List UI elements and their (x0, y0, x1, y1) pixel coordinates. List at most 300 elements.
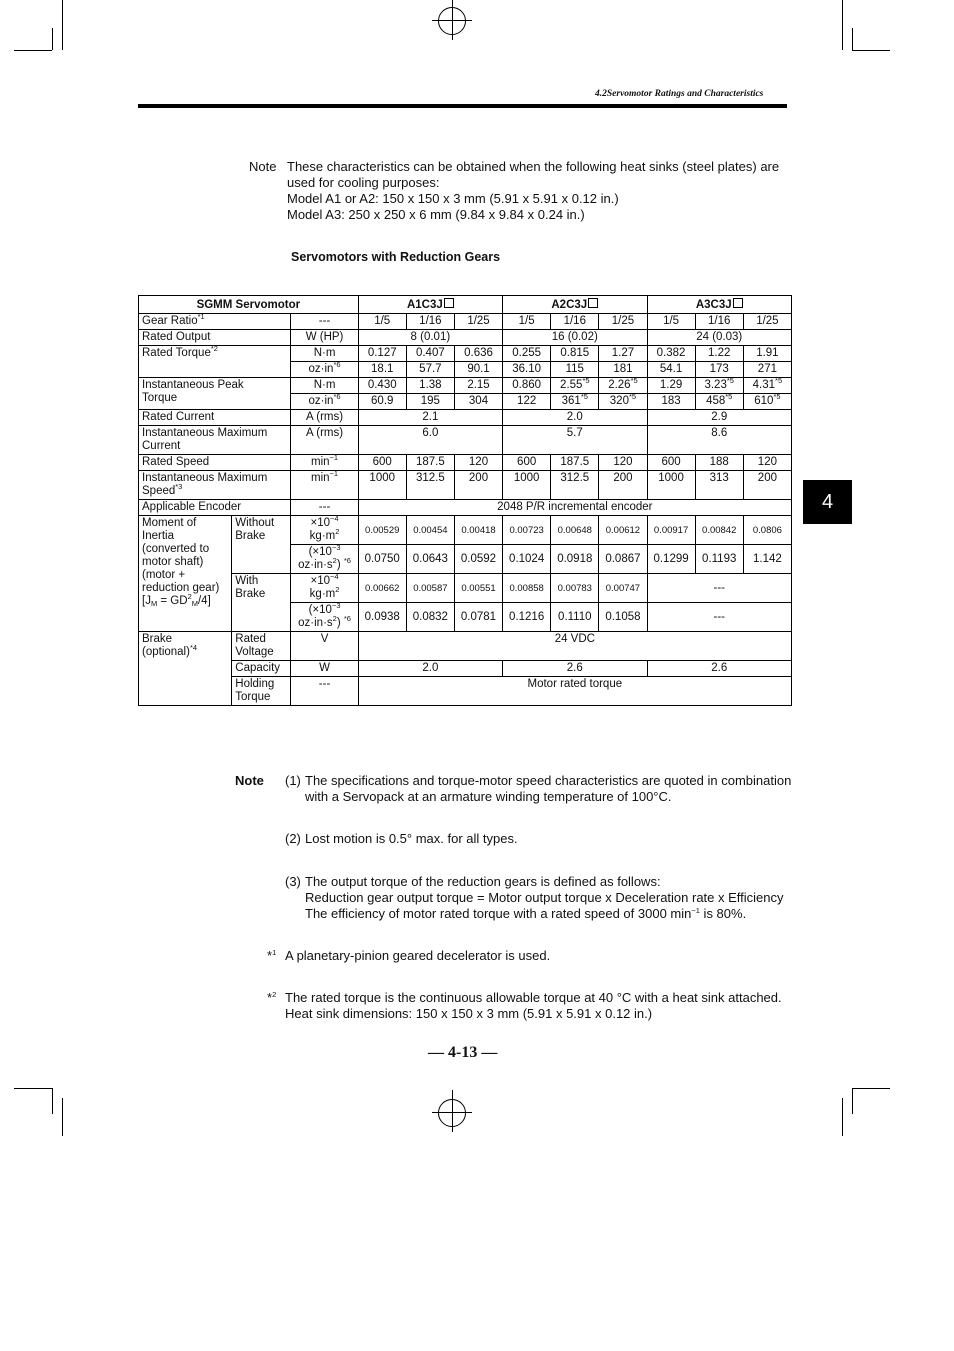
registration-mark (452, 1090, 453, 1132)
sub-label (232, 632, 291, 661)
value-cell: 1000 (647, 471, 695, 500)
value-cell (599, 394, 647, 410)
label-text: Instantaneous Peak (142, 379, 244, 391)
value-cell: 600 (503, 455, 551, 471)
sub-label (232, 574, 291, 632)
value-cell: 0.00858 (503, 574, 551, 603)
label-text: Rated Torque (142, 347, 211, 359)
unit-exponent: 2 (332, 614, 337, 623)
label-text: With (235, 575, 259, 587)
intro-note-line: These characteristics can be obtained when the following heat sinks (steel plates) are (287, 159, 780, 174)
note-text (305, 874, 795, 922)
note-text-part: is 80%. (699, 906, 747, 921)
table-row (139, 500, 792, 516)
unit-text: (×10 (308, 604, 332, 616)
unit-text: oz·in (308, 395, 334, 407)
row-label: Rated Speed (139, 455, 291, 471)
value-cell: 200 (454, 471, 502, 500)
intro-note-line: Model A3: 250 x 250 x 6 mm (9.84 x 9.84 x 0.24 in.) (287, 207, 585, 222)
crop-mark (14, 50, 52, 51)
value-cell: 312.5 (406, 471, 454, 500)
table-row (139, 574, 792, 603)
value-cell: 2.6 (503, 661, 647, 677)
unit-cell: W (291, 661, 358, 677)
footnote-ref: *6 (343, 614, 351, 623)
footnote-ref: *5 (726, 376, 734, 385)
unit-text: oz·in·s (298, 559, 333, 571)
sub-label (232, 516, 291, 574)
notes-label: Note (235, 773, 264, 788)
value-cell: 0.00454 (406, 516, 454, 545)
value-cell (454, 378, 502, 394)
unit-exponent: 2 (335, 585, 340, 594)
table-row (139, 471, 792, 500)
value-cell (695, 378, 743, 394)
unit-cell (291, 516, 358, 545)
footnote-ref: *1 (197, 312, 205, 321)
label-text: Torque (235, 691, 271, 703)
formula-subscript: M (191, 599, 198, 608)
value-cell: 120 (599, 455, 647, 471)
value-cell: 120 (454, 455, 502, 471)
model-header (503, 296, 647, 314)
value-text: 1.29 (659, 379, 683, 391)
value-cell: 0.00723 (503, 516, 551, 545)
unit-cell: --- (291, 500, 358, 516)
header-rule (138, 104, 787, 108)
sub-label (232, 677, 291, 706)
crop-mark (852, 50, 890, 51)
formula-text: = GD (157, 595, 188, 607)
value-text: 4.31 (752, 379, 776, 391)
note-line: The output torque of the reduction gears is defined as follows: (305, 874, 661, 889)
value-cell: 181 (599, 362, 647, 378)
label-text: (converted to (142, 543, 210, 555)
row-label (139, 378, 291, 410)
model-name: A2C3J (551, 299, 588, 311)
footnote-mark (267, 948, 276, 964)
label-text: (optional) (142, 646, 190, 658)
value-cell: 313 (695, 471, 743, 500)
label-text: Brake (142, 633, 173, 645)
footnote-ref: *6 (343, 556, 351, 565)
unit-exponent: −1 (691, 906, 700, 915)
label-text: Brake (235, 530, 266, 542)
table-row (139, 661, 792, 677)
table-row (139, 516, 792, 545)
table-row (139, 632, 792, 661)
intro-note-text (287, 159, 792, 223)
value-text: 1.38 (419, 379, 442, 391)
value-text: 2.26 (608, 379, 631, 391)
table-row (139, 330, 792, 346)
value-cell: 36.10 (503, 362, 551, 378)
unit-text: oz·in (308, 363, 334, 375)
table-row (139, 346, 792, 362)
value-text: 320 (609, 395, 629, 407)
asterisk: * (267, 990, 273, 1005)
footnote-text (285, 948, 795, 964)
row-label (139, 314, 291, 330)
value-cell: 200 (743, 471, 791, 500)
value-cell: 0.0750 (358, 545, 406, 574)
note-line: Lost motion is 0.5° max. for all types. (305, 831, 518, 846)
footnote-line: Heat sink dimensions: 150 x 150 x 3 mm (5.91 x 5.91 x 0.12 in.) (285, 1006, 653, 1021)
value-cell: 0.00662 (358, 574, 406, 603)
note-line: The specifications and torque-motor speed characteristics are quoted in combination (305, 773, 792, 788)
value-cell: 0.00842 (695, 516, 743, 545)
value-text: 610 (754, 395, 774, 407)
label-text: Moment of (142, 517, 197, 529)
crop-mark (852, 28, 853, 50)
unit-cell: A (rms) (291, 410, 358, 426)
unit-text: kg·m (309, 588, 336, 600)
footnote-ref: *5 (582, 376, 590, 385)
unit-cell (291, 574, 358, 603)
value-text: 3.23 (704, 379, 727, 391)
model-header (358, 296, 502, 314)
value-text: 0.860 (512, 379, 542, 391)
value-cell: 0.00612 (599, 516, 647, 545)
crop-mark (14, 1088, 52, 1089)
note-number: (3) (285, 874, 301, 889)
crop-mark (62, 0, 63, 50)
value-cell: 0.815 (551, 346, 599, 362)
value-cell: 115 (551, 362, 599, 378)
value-cell: 0.00529 (358, 516, 406, 545)
value-cell: 188 (695, 455, 743, 471)
unit-exponent: −1 (329, 453, 339, 462)
value-cell (358, 378, 406, 394)
value-text: 0.430 (367, 379, 397, 391)
value-cell: 0.0643 (406, 545, 454, 574)
label-text: Speed (142, 485, 176, 497)
value-text: 195 (420, 395, 440, 407)
value-cell: 1/16 (551, 314, 599, 330)
label-text: Current (142, 440, 181, 452)
value-cell: 0.1110 (551, 603, 599, 632)
value-cell: 2.0 (503, 410, 647, 426)
label-text: Without (235, 517, 275, 529)
value-cell (647, 394, 695, 410)
inertia-formula (142, 592, 228, 608)
value-text: 122 (517, 395, 537, 407)
value-cell: Motor rated torque (358, 677, 791, 706)
value-cell: 1/25 (454, 314, 502, 330)
value-cell: 2.1 (358, 410, 502, 426)
note-line (305, 906, 795, 922)
formula-subscript: M (150, 599, 158, 608)
formula-superscript: 2 (187, 592, 192, 601)
value-cell: 6.0 (358, 426, 502, 455)
value-cell: 1.27 (599, 346, 647, 362)
value-cell: 0.00587 (406, 574, 454, 603)
value-cell: 0.382 (647, 346, 695, 362)
value-text: 304 (468, 395, 489, 407)
value-cell: 120 (743, 455, 791, 471)
value-cell: 0.407 (406, 346, 454, 362)
footnote-ref: *4 (189, 643, 198, 652)
value-cell: 187.5 (551, 455, 599, 471)
value-cell: 54.1 (647, 362, 695, 378)
unit-text: kg·m (309, 530, 336, 542)
unit-text: oz·in·s (298, 617, 333, 629)
footnote-ref: *5 (630, 376, 638, 385)
value-cell (551, 394, 599, 410)
footnote-ref: *5 (775, 376, 783, 385)
value-cell: 173 (695, 362, 743, 378)
unit-exponent: 2 (335, 527, 340, 536)
note-number: (1) (285, 773, 301, 788)
value-cell: 0.00917 (647, 516, 695, 545)
value-cell: 0.00418 (454, 516, 502, 545)
value-cell: 0.1024 (503, 545, 551, 574)
value-cell: 0.1193 (695, 545, 743, 574)
value-cell (599, 378, 647, 394)
value-cell (406, 394, 454, 410)
value-cell: 57.7 (406, 362, 454, 378)
value-cell: 5.7 (503, 426, 647, 455)
intro-note-label: Note (249, 159, 277, 174)
unit-text: ) (336, 617, 344, 629)
value-cell: 0.0832 (406, 603, 454, 632)
value-cell: 1/5 (647, 314, 695, 330)
value-text: 2.55 (560, 379, 583, 391)
value-cell: 0.1058 (599, 603, 647, 632)
crop-mark (52, 1088, 53, 1114)
table-header-row (139, 296, 792, 314)
value-cell: 0.00747 (599, 574, 647, 603)
footnote-mark (267, 990, 276, 1006)
value-cell: 8 (0.01) (358, 330, 502, 346)
footnote-line: The rated torque is the continuous allowable torque at 40 °C with a heat sink attached. (285, 990, 782, 1005)
value-cell: --- (647, 603, 792, 632)
footnote-number: 2 (272, 990, 277, 999)
note-text (305, 773, 795, 805)
value-cell: 600 (647, 455, 695, 471)
table-row (139, 455, 792, 471)
label-text: Voltage (235, 646, 274, 658)
value-cell (647, 378, 695, 394)
unit-exponent: −4 (330, 572, 339, 581)
row-label (139, 426, 291, 455)
value-cell: 1.22 (695, 346, 743, 362)
value-cell: 0.0592 (454, 545, 502, 574)
model-name: A3C3J (695, 299, 732, 311)
value-cell: 312.5 (551, 471, 599, 500)
label-text: (motor + (142, 569, 186, 581)
row-label (139, 516, 232, 632)
value-cell: 1/16 (406, 314, 454, 330)
footnote-ref: *6 (333, 392, 341, 401)
unit-text: ×10 (310, 575, 331, 587)
value-cell (454, 394, 502, 410)
value-cell: 2.9 (647, 410, 792, 426)
value-cell (503, 394, 551, 410)
table-row (139, 378, 792, 394)
value-cell: 90.1 (454, 362, 502, 378)
asterisk: * (267, 948, 273, 963)
unit-cell: N·m (291, 378, 358, 394)
footnote-line: A planetary-pinion geared decelerator is used. (285, 948, 551, 963)
row-label: Rated Current (139, 410, 291, 426)
footnote-ref: *5 (628, 392, 637, 401)
page-number: — 4-13 — (428, 1044, 498, 1061)
row-label (139, 471, 291, 500)
label-text: Brake (235, 588, 266, 600)
label-text: reduction gear) (142, 582, 220, 594)
unit-cell (291, 471, 358, 500)
value-cell: 0.1299 (647, 545, 695, 574)
placeholder-box-icon (444, 298, 454, 308)
value-cell: --- (647, 574, 792, 603)
table-row (139, 410, 792, 426)
unit-cell (291, 455, 358, 471)
intro-note-line: used for cooling purposes: (287, 175, 440, 190)
placeholder-box-icon (733, 298, 743, 308)
unit-text: ×10 (310, 517, 331, 529)
value-cell: 24 (0.03) (647, 330, 792, 346)
model-name: A1C3J (406, 299, 443, 311)
unit-exponent: −4 (330, 514, 339, 523)
intro-note-line: Model A1 or A2: 150 x 150 x 3 mm (5.91 x 5.91 x 0.12 in.) (287, 191, 619, 206)
registration-mark (452, 0, 453, 40)
formula-text: /4] (197, 595, 211, 607)
value-cell: 0.00551 (454, 574, 502, 603)
footnote-ref: *5 (725, 392, 733, 401)
row-label: Rated Output (139, 330, 291, 346)
value-cell (743, 394, 791, 410)
value-cell (551, 378, 599, 394)
unit-text: ) (336, 559, 344, 571)
unit-exponent: 2 (332, 556, 337, 565)
value-cell: 0.0918 (551, 545, 599, 574)
value-cell: 1/5 (358, 314, 406, 330)
value-cell (406, 378, 454, 394)
crop-mark (852, 1088, 853, 1114)
value-cell: 0.1216 (503, 603, 551, 632)
unit-cell (291, 362, 358, 378)
value-cell: 2.6 (647, 661, 792, 677)
value-cell: 1000 (358, 471, 406, 500)
unit-text: min (311, 472, 330, 484)
value-cell: 1/5 (503, 314, 551, 330)
unit-cell: --- (291, 314, 358, 330)
value-cell: 187.5 (406, 455, 454, 471)
value-cell: 8.6 (647, 426, 792, 455)
value-cell: 1/16 (695, 314, 743, 330)
specifications-table (138, 295, 792, 706)
table-row (139, 677, 792, 706)
footnote-ref: *2 (210, 344, 218, 353)
value-cell: 0.255 (503, 346, 551, 362)
table-row (139, 426, 792, 455)
value-cell: 0.00648 (551, 516, 599, 545)
placeholder-box-icon (588, 298, 598, 308)
footnote-text (285, 990, 795, 1022)
label-text: Instantaneous Maximum (142, 427, 268, 439)
label-text: Holding (235, 678, 275, 690)
value-cell: 271 (743, 362, 791, 378)
unit-cell (291, 394, 358, 410)
model-header (647, 296, 792, 314)
note-text (305, 831, 795, 847)
chapter-tab: 4 (803, 480, 852, 524)
value-cell: 200 (599, 471, 647, 500)
note-line: with a Servopack at an armature winding temperature of 100°C. (305, 789, 672, 804)
value-cell: 1.91 (743, 346, 791, 362)
crop-mark (842, 1098, 843, 1136)
value-cell: 18.1 (358, 362, 406, 378)
note-text-part: The efficiency of motor rated torque with a rated speed of 3000 min (305, 906, 692, 921)
value-text: 2.15 (467, 379, 490, 391)
unit-cell (291, 603, 358, 632)
label-text: Inertia (142, 530, 174, 542)
section-title: Servomotors with Reduction Gears (291, 250, 501, 264)
value-text: 458 (706, 395, 726, 407)
crop-mark (52, 28, 53, 50)
value-cell: 0.00783 (551, 574, 599, 603)
value-cell: 0.0867 (599, 545, 647, 574)
value-cell (743, 378, 791, 394)
note-number: (2) (285, 831, 301, 846)
footnote-ref: *3 (175, 482, 183, 491)
unit-cell: N·m (291, 346, 358, 362)
unit-exponent: −1 (329, 469, 339, 478)
note-line: Reduction gear output torque = Motor output torque x Deceleration rate x Efficiency (305, 890, 784, 905)
unit-exponent: −3 (331, 601, 341, 610)
unit-text: (×10 (308, 546, 332, 558)
row-label (139, 632, 232, 706)
value-cell (695, 394, 743, 410)
value-cell: 0.636 (454, 346, 502, 362)
label-text: Rated (235, 633, 266, 645)
footnote-ref: *6 (333, 360, 341, 369)
value-cell: 2.0 (358, 661, 502, 677)
value-cell: 1000 (503, 471, 551, 500)
footnote-ref: *5 (580, 392, 588, 401)
unit-exponent: −3 (331, 543, 341, 552)
unit-cell (291, 545, 358, 574)
value-cell: 600 (358, 455, 406, 471)
value-cell: 2048 P/R incremental encoder (358, 500, 791, 516)
table-header-label: SGMM Servomotor (139, 296, 359, 314)
sub-label: Capacity (232, 661, 291, 677)
value-text: 183 (661, 395, 681, 407)
value-cell (358, 394, 406, 410)
value-cell: 0.0938 (358, 603, 406, 632)
value-cell (503, 378, 551, 394)
value-cell: 1/25 (743, 314, 791, 330)
crop-mark (62, 1098, 63, 1136)
unit-cell: V (291, 632, 358, 661)
value-cell: 16 (0.02) (503, 330, 647, 346)
value-cell: 1/25 (599, 314, 647, 330)
label-text: Instantaneous Maximum (142, 472, 268, 484)
value-cell: 0.127 (358, 346, 406, 362)
value-text: 60.9 (371, 395, 394, 407)
unit-text: min (311, 456, 330, 468)
value-cell: 24 VDC (358, 632, 791, 661)
value-cell: 0.0806 (743, 516, 791, 545)
unit-cell: W (HP) (291, 330, 358, 346)
table-row (139, 314, 792, 330)
unit-cell: --- (291, 677, 358, 706)
label-text: Gear Ratio (142, 315, 198, 327)
label-text: motor shaft) (142, 556, 204, 568)
value-cell: 1.142 (743, 545, 791, 574)
unit-cell: A (rms) (291, 426, 358, 455)
